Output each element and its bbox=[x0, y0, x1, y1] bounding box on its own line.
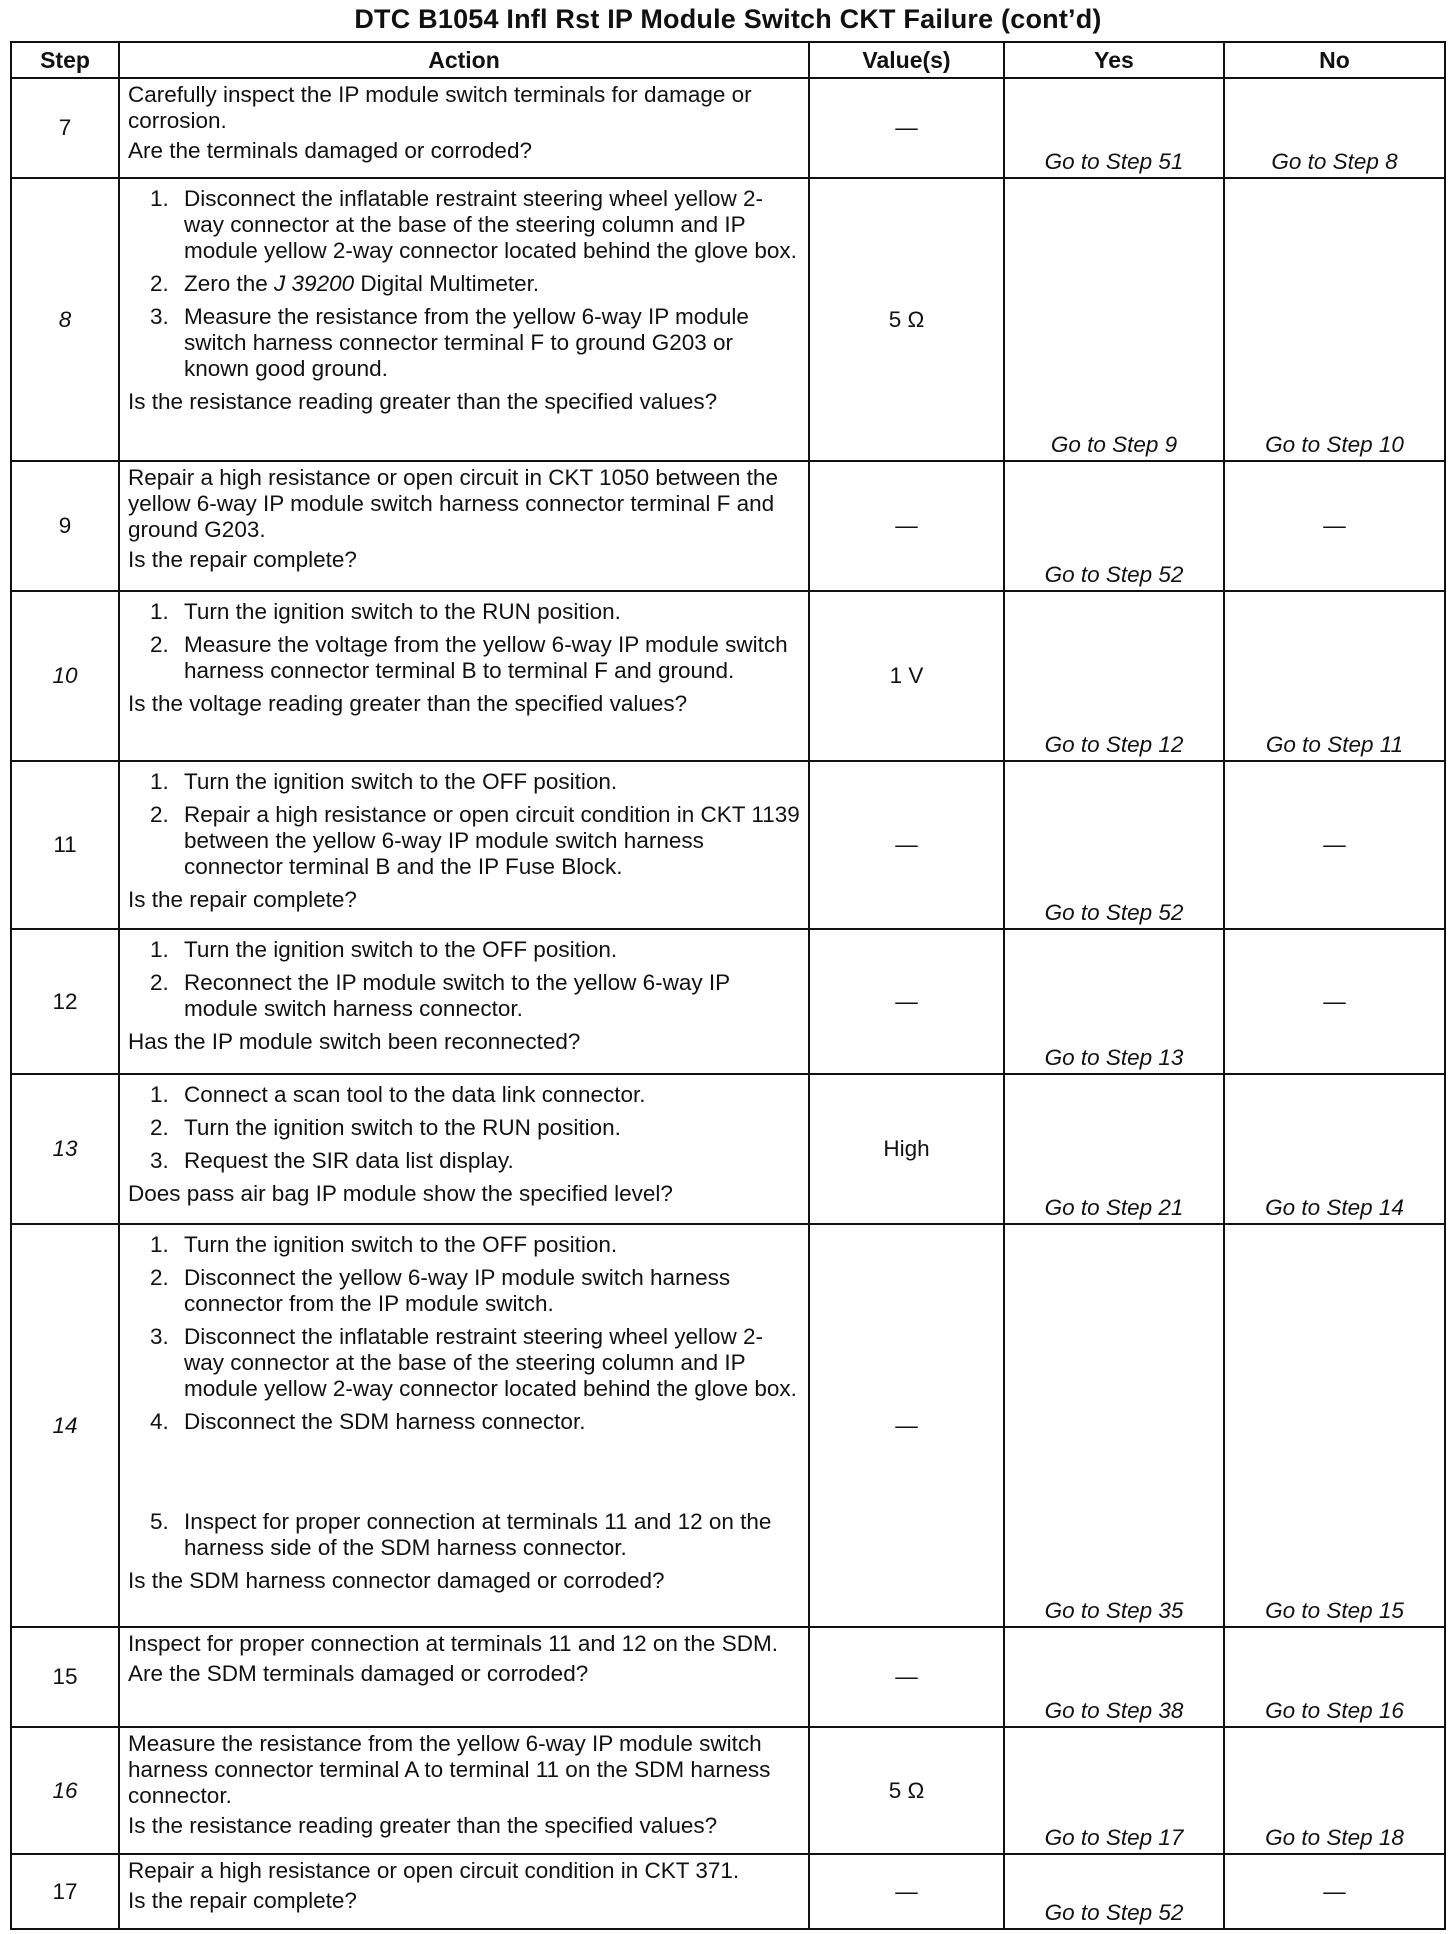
no-link: Go to Step 10 bbox=[1265, 432, 1404, 457]
action-cell bbox=[119, 461, 809, 591]
yes-cell bbox=[1004, 461, 1224, 591]
yes-cell bbox=[1004, 761, 1224, 929]
no-cell: — bbox=[1224, 929, 1445, 1074]
action-text: Inspect for proper connection at terminals 11 and 12 on the SDM. bbox=[128, 1631, 778, 1656]
action-step: 2. Reconnect the IP module switch to the yellow 6-way IP module switch harness connector. bbox=[150, 970, 730, 1021]
step-number: 13 bbox=[11, 1074, 119, 1224]
question-text: Is the SDM harness connector damaged or corroded? bbox=[128, 1568, 665, 1593]
action-cell bbox=[119, 1224, 809, 1627]
yes-cell bbox=[1004, 1727, 1224, 1854]
no-cell bbox=[1224, 78, 1445, 178]
action-step: 1. Turn the ignition switch to the OFF position. bbox=[150, 937, 618, 962]
action-text: Repair a high resistance or open circuit condition in CKT 371. bbox=[128, 1858, 740, 1883]
value-cell: 5 Ω bbox=[809, 178, 1004, 461]
step-number: 15 bbox=[11, 1627, 119, 1727]
yes-link: Go to Step 35 bbox=[1044, 1598, 1184, 1623]
action-cell bbox=[119, 1627, 809, 1727]
action-text: Carefully inspect the IP module switch terminals for damage or corrosion. bbox=[128, 82, 752, 133]
yes-link: Go to Step 52 bbox=[1044, 900, 1184, 925]
no-cell bbox=[1224, 1074, 1445, 1224]
value-cell: — bbox=[809, 78, 1004, 178]
table-row bbox=[11, 1627, 1445, 1727]
step-number: 16 bbox=[11, 1727, 119, 1854]
step-number: 7 bbox=[11, 78, 119, 178]
question-text: Is the resistance reading greater than the specified values? bbox=[128, 389, 718, 414]
action-cell bbox=[119, 591, 809, 761]
question-text: Is the resistance reading greater than the specified values? bbox=[128, 1813, 718, 1838]
header-action: Action bbox=[119, 42, 809, 78]
yes-cell bbox=[1004, 591, 1224, 761]
action-steps bbox=[128, 769, 802, 880]
no-link: Go to Step 11 bbox=[1265, 732, 1404, 757]
yes-cell bbox=[1004, 929, 1224, 1074]
yes-link: Go to Step 9 bbox=[1050, 432, 1178, 457]
step-number: 8 bbox=[11, 178, 119, 461]
header-values: Value(s) bbox=[809, 42, 1004, 78]
yes-link: Go to Step 17 bbox=[1044, 1825, 1184, 1850]
action-cell bbox=[119, 1074, 809, 1224]
step-number: 10 bbox=[11, 591, 119, 761]
yes-cell bbox=[1004, 1627, 1224, 1727]
question-text: Does pass air bag IP module show the specified level? bbox=[128, 1181, 673, 1206]
no-link: Go to Step 15 bbox=[1265, 1598, 1404, 1623]
value-cell: — bbox=[809, 1854, 1004, 1929]
step-number: 11 bbox=[11, 761, 119, 929]
action-cell bbox=[119, 1727, 809, 1854]
value-cell: — bbox=[809, 461, 1004, 591]
action-cell bbox=[119, 761, 809, 929]
action-step: 2. Turn the ignition switch to the RUN position. bbox=[150, 1115, 621, 1140]
step-number: 14 bbox=[11, 1224, 119, 1627]
action-cell bbox=[119, 1854, 809, 1929]
action-step: 2. Disconnect the yellow 6-way IP module switch harness connector from the IP module switch. bbox=[150, 1265, 731, 1316]
yes-link: Go to Step 52 bbox=[1044, 1900, 1184, 1925]
no-link: Go to Step 8 bbox=[1271, 149, 1398, 174]
yes-link: Go to Step 13 bbox=[1044, 1045, 1184, 1070]
action-step: 3. Request the SIR data list display. bbox=[150, 1148, 514, 1173]
yes-cell bbox=[1004, 1854, 1224, 1929]
page-title: DTC B1054 Infl Rst IP Module Switch CKT Failure (cont’d) bbox=[354, 4, 1102, 34]
action-step: 1. Turn the ignition switch to the OFF position. bbox=[150, 1232, 618, 1257]
no-cell bbox=[1224, 1627, 1445, 1727]
step-number: 17 bbox=[11, 1854, 119, 1929]
spacer bbox=[128, 1442, 802, 1502]
table-row bbox=[11, 461, 1445, 591]
action-steps bbox=[128, 1082, 802, 1174]
table-row bbox=[11, 1727, 1445, 1854]
header-row bbox=[11, 42, 1445, 78]
action-steps bbox=[128, 1232, 802, 1561]
no-cell: — bbox=[1224, 761, 1445, 929]
header-no: No bbox=[1224, 42, 1445, 78]
action-step: 1. Connect a scan tool to the data link connector. bbox=[150, 1082, 646, 1107]
question-text: Has the IP module switch been reconnected? bbox=[128, 1029, 581, 1054]
question-text: Are the terminals damaged or corroded? bbox=[128, 138, 532, 163]
table-row bbox=[11, 591, 1445, 761]
table-row bbox=[11, 1854, 1445, 1929]
value-cell: — bbox=[809, 929, 1004, 1074]
yes-cell bbox=[1004, 1074, 1224, 1224]
no-cell bbox=[1224, 591, 1445, 761]
yes-link: Go to Step 21 bbox=[1044, 1195, 1184, 1220]
action-cell bbox=[119, 929, 809, 1074]
action-step: 1. Disconnect the inflatable restraint steering wheel yellow 2-way connector at the base of the steering column and IP module yellow 2-way connector located behind the glove box. bbox=[150, 186, 797, 263]
header-yes: Yes bbox=[1004, 42, 1224, 78]
diagnostic-table bbox=[10, 41, 1446, 1930]
question-text: Are the SDM terminals damaged or corroded? bbox=[128, 1661, 589, 1686]
yes-link: Go to Step 52 bbox=[1044, 562, 1184, 587]
no-link: Go to Step 18 bbox=[1265, 1825, 1404, 1850]
action-step: 3. Disconnect the inflatable restraint steering wheel yellow 2-way connector at the base of the steering column and IP module yellow 2-way connector located behind the glove box. bbox=[150, 1324, 797, 1401]
value-cell: 5 Ω bbox=[809, 1727, 1004, 1854]
action-step: 5. Inspect for proper connection at terminals 11 and 12 on the harness side of the SDM harness connector. bbox=[150, 1509, 772, 1560]
action-cell bbox=[119, 78, 809, 178]
value-cell: — bbox=[809, 761, 1004, 929]
action-step: 2. Repair a high resistance or open circuit condition in CKT 1139 between the yellow 6-way IP module switch harness connector terminal B and the IP Fuse Block. bbox=[150, 802, 800, 879]
table-row bbox=[11, 761, 1445, 929]
yes-link: Go to Step 51 bbox=[1044, 149, 1184, 174]
yes-cell bbox=[1004, 178, 1224, 461]
table-row bbox=[11, 1224, 1445, 1627]
value-cell: — bbox=[809, 1627, 1004, 1727]
action-text: Measure the resistance from the yellow 6-way IP module switch harness connector terminal A to terminal 11 on the SDM harness connector. bbox=[128, 1731, 771, 1808]
table-row bbox=[11, 78, 1445, 178]
no-cell: — bbox=[1224, 1854, 1445, 1929]
action-steps bbox=[128, 937, 802, 1022]
action-step: 2. Measure the voltage from the yellow 6-way IP module switch harness connector terminal B to terminal F and ground. bbox=[150, 632, 788, 683]
yes-link: Go to Step 38 bbox=[1044, 1698, 1184, 1723]
action-step: 3. Measure the resistance from the yellow 6-way IP module switch harness connector terminal F to ground G203 or known good ground. bbox=[150, 304, 749, 381]
no-cell bbox=[1224, 1224, 1445, 1627]
header-step: Step bbox=[11, 42, 119, 78]
no-cell bbox=[1224, 178, 1445, 461]
value-cell: High bbox=[809, 1074, 1004, 1224]
step-number: 12 bbox=[11, 929, 119, 1074]
no-cell bbox=[1224, 1727, 1445, 1854]
question-text: Is the voltage reading greater than the specified values? bbox=[128, 691, 688, 716]
no-link: Go to Step 16 bbox=[1265, 1698, 1404, 1723]
question-text: Is the repair complete? bbox=[128, 887, 357, 912]
value-cell: 1 V bbox=[809, 591, 1004, 761]
value-cell: — bbox=[809, 1224, 1004, 1627]
table-row bbox=[11, 929, 1445, 1074]
action-step: 1. Turn the ignition switch to the OFF position. bbox=[150, 769, 618, 794]
no-link: Go to Step 14 bbox=[1265, 1195, 1404, 1220]
question-text: Is the repair complete? bbox=[128, 547, 357, 572]
action-text: Repair a high resistance or open circuit in CKT 1050 between the yellow 6-way IP module switch harness connector terminal F and ground G203. bbox=[128, 465, 778, 542]
action-step: 4. Disconnect the SDM harness connector. bbox=[150, 1409, 586, 1434]
tool-number: J 39200 bbox=[274, 271, 355, 296]
yes-cell bbox=[1004, 1224, 1224, 1627]
action-cell bbox=[119, 178, 809, 461]
step-number: 9 bbox=[11, 461, 119, 591]
no-cell: — bbox=[1224, 461, 1445, 591]
table-row bbox=[11, 1074, 1445, 1224]
action-step: 2. Zero the J 39200 Digital Multimeter. bbox=[150, 271, 540, 296]
table-row bbox=[11, 178, 1445, 461]
yes-cell bbox=[1004, 78, 1224, 178]
yes-link: Go to Step 12 bbox=[1044, 732, 1184, 757]
action-steps bbox=[128, 186, 802, 382]
action-steps bbox=[128, 599, 802, 684]
action-step: 1. Turn the ignition switch to the RUN position. bbox=[150, 599, 621, 624]
question-text: Is the repair complete? bbox=[128, 1888, 357, 1913]
